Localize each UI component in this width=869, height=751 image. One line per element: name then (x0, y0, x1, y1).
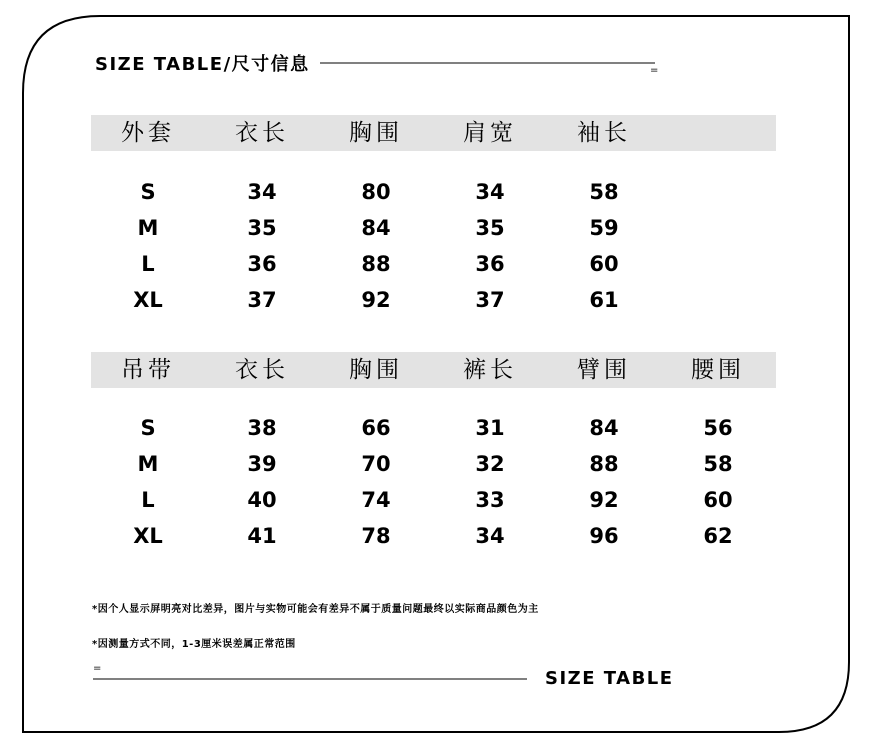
coat-header-cell: 袖长 (577, 120, 631, 146)
strap-table-cell: 96 (589, 524, 619, 548)
strap-table-cell: 32 (475, 452, 505, 476)
page-title: SIZE TABLE/尺寸信息 (95, 54, 310, 75)
coat-table-cell: 36 (475, 252, 505, 276)
strap-table-cell: L (141, 488, 155, 512)
strap-header-cell: 腰围 (691, 357, 745, 383)
coat-table-cell: XL (133, 288, 163, 312)
strap-table-cell: 58 (703, 452, 733, 476)
coat-table-cell: 35 (475, 216, 505, 240)
coat-table-cell: 34 (475, 180, 505, 204)
strap-table-cell: 31 (475, 416, 505, 440)
strap-table-cell: 74 (361, 488, 391, 512)
strap-table-cell: 70 (361, 452, 391, 476)
strap-header-cell: 胸围 (349, 357, 403, 383)
strap-table-cell: 38 (247, 416, 277, 440)
coat-header-cell: 衣长 (235, 120, 289, 146)
strap-table-cell: 39 (247, 452, 277, 476)
strap-table-cell: 92 (589, 488, 619, 512)
coat-table-cell: 92 (361, 288, 391, 312)
strap-table-cell: XL (133, 524, 163, 548)
coat-table-cell: 88 (361, 252, 391, 276)
coat-header-cell: 肩宽 (463, 120, 517, 146)
footer-title: SIZE TABLE (545, 668, 674, 689)
strap-table-cell: M (137, 452, 159, 476)
strap-table-cell: 62 (703, 524, 733, 548)
coat-table-cell: 84 (361, 216, 391, 240)
strap-table-cell: 56 (703, 416, 733, 440)
strap-header-cell: 裤长 (463, 357, 517, 383)
strap-table-cell: 78 (361, 524, 391, 548)
strap-header-cell: 臂围 (577, 357, 631, 383)
strap-table-cell: 34 (475, 524, 505, 548)
coat-header-cell: 外套 (121, 120, 175, 146)
footer-mark: = (93, 663, 102, 674)
coat-table-cell: S (140, 180, 156, 204)
coat-table-cell: L (141, 252, 155, 276)
coat-table-cell: 58 (589, 180, 619, 204)
strap-table-cell: 41 (247, 524, 277, 548)
strap-table-cell: 60 (703, 488, 733, 512)
coat-table-cell: M (137, 216, 159, 240)
coat-table-cell: 37 (475, 288, 505, 312)
coat-header-cell: 胸围 (349, 120, 403, 146)
strap-header-cell: 衣长 (235, 357, 289, 383)
coat-table-cell: 37 (247, 288, 277, 312)
note-measurement: *因测量方式不同，1-3厘米误差属正常范围 (92, 639, 296, 650)
note-color: *因个人显示屏明亮对比差异，图片与实物可能会有差异不属于质量问题最终以实际商品颜色为主 (92, 604, 539, 615)
coat-table-cell: 36 (247, 252, 277, 276)
coat-table-cell: 35 (247, 216, 277, 240)
strap-table-cell: S (140, 416, 156, 440)
coat-table-cell: 34 (247, 180, 277, 204)
coat-table-cell: 60 (589, 252, 619, 276)
coat-table-cell: 80 (361, 180, 391, 204)
header-mark: = (650, 65, 659, 76)
strap-table-cell: 84 (589, 416, 619, 440)
strap-header-cell: 吊带 (121, 357, 175, 383)
coat-table-cell: 61 (589, 288, 619, 312)
strap-table-cell: 66 (361, 416, 391, 440)
strap-table-cell: 40 (247, 488, 277, 512)
strap-table-cell: 33 (475, 488, 505, 512)
strap-table-cell: 88 (589, 452, 619, 476)
coat-table-cell: 59 (589, 216, 619, 240)
